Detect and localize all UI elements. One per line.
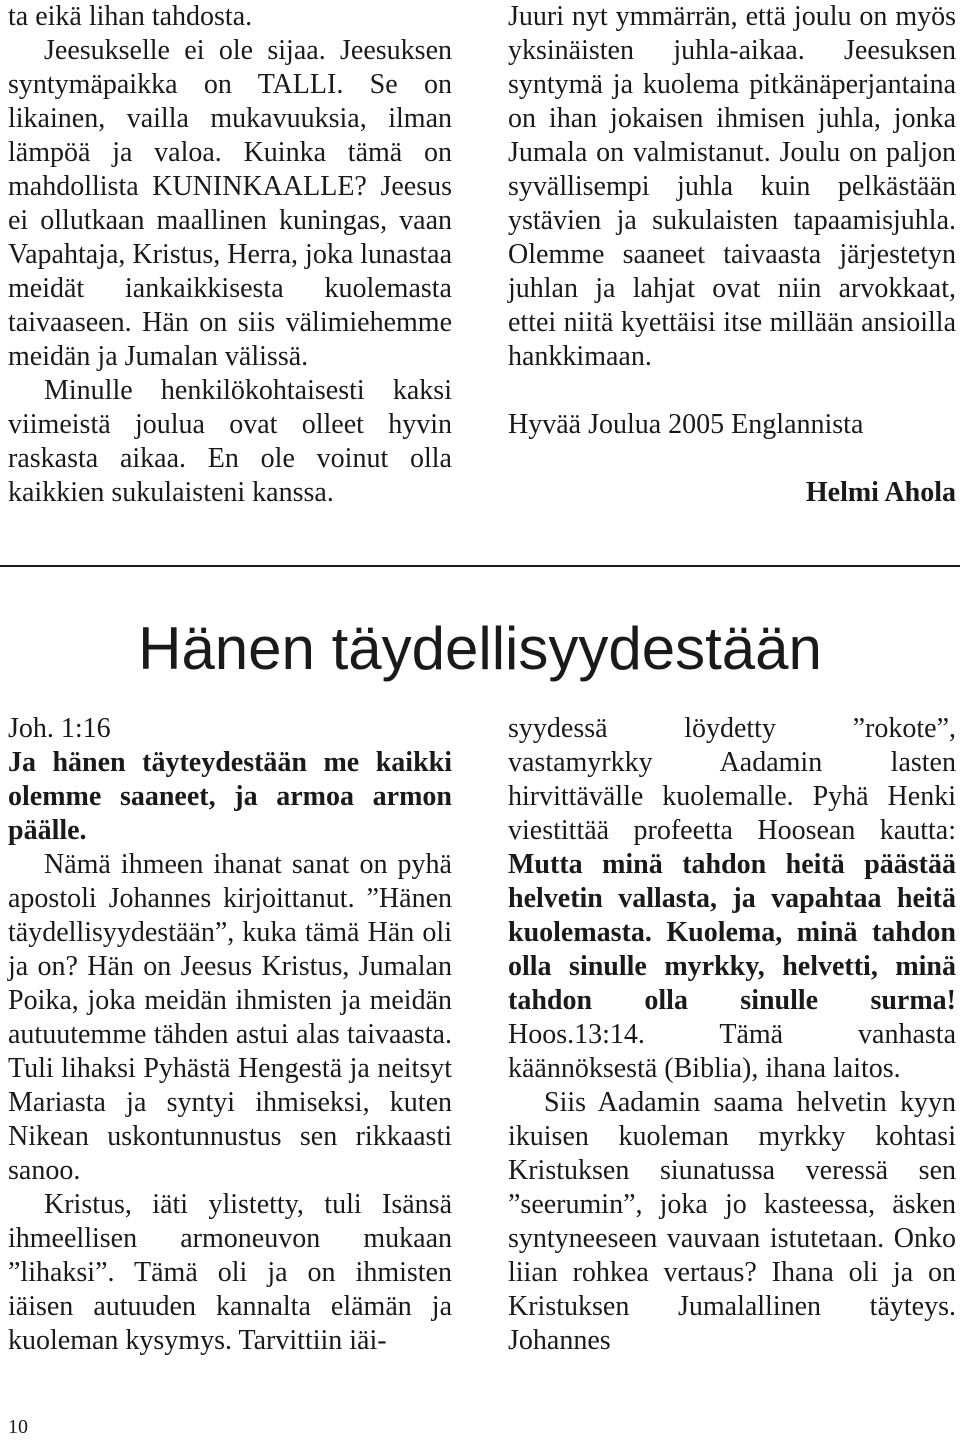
article-title: Hänen täydellisyydestään: [138, 615, 822, 682]
paragraph-text: Hoos.13:14. Tämä vanhasta käännöksestä (Biblia), ihana laitos.: [508, 1019, 956, 1084]
author-signature: Helmi Ahola: [805, 477, 956, 508]
section-divider: [0, 565, 960, 567]
paragraph: Juuri nyt ymmärrän, että joulu on myös yksinäisten juhla-aikaa. Jeesuksen syntymä ja kuolema pitkänäperjantaina on ihan jokaisen ihmisen juhla, jonka Jumala on valmistanut. Joulu on paljon syvällisempi juhla kuin pelkästään ystävien ja sukulaisten tapaamisjuhla. Olemme saaneet taivaasta järjestetyn juhlan ja lahjat ovat niin arvokkaat, ettei niitä kyettäisi itse millään ansioilla hankkimaan.: [508, 1, 956, 372]
paragraph: Minulle henkilökohtaisesti kaksi viimeistä joulua ovat olleet hyvin raskasta aikaa. En ole voinut olla kaikkien sukulaisteni kanssa.: [8, 375, 452, 508]
top-right-column: [508, 0, 956, 510]
greeting: Hyvää Joulua 2005 Englannista: [508, 409, 864, 440]
bottom-right-column: [508, 712, 956, 1358]
bible-verse: [8, 746, 452, 848]
paragraph: ta eikä lihan tahdosta.: [8, 1, 253, 32]
bible-reference: Joh. 1:16: [8, 713, 111, 744]
quoted-scripture: Mutta minä tahdon heitä päästää helvetin vallasta, ja vapahtaa heitä kuolemasta. Kuolema, minä tahdon olla sinulle myrkky, helvetti, minä tahdon olla sinulle surma!: [508, 849, 956, 1016]
paragraph: Jeesukselle ei ole sijaa. Jeesuksen syntymäpaikka on TALLI. Se on likainen, vailla mukavuuksia, ilman lämpöä ja valoa. Kuinka tämä on mahdollista KUNINKAALLE? Jeesus ei ollutkaan maallinen kuningas, vaan Vapahtaja, Kristus, Herra, joka lunastaa meidät iankaikkisesta kuolemasta taivaaseen. Hän on siis välimiehemme meidän ja Jumalan välissä.: [8, 35, 452, 372]
verse-text: Ja hänen täyteydestään me kaikki olemme saaneet, ja armoa armon päälle.: [8, 747, 452, 846]
paragraph: [508, 712, 956, 1086]
top-left-column: [8, 0, 452, 510]
paragraph: Nämä ihmeen ihanat sanat on pyhä apostoli Johannes kirjoittanut. ”Hänen täydellisyydestään”, kuka tämä Hän oli ja on? Hän on Jeesus Kristus, Jumalan Poika, joka meidän ihmisten ja meidän autuutemme tähden astui alas taivaasta. Tuli lihaksi Pyhästä Hengestä ja neitsyt Mariasta ja syntyi ihmiseksi, kuten Nikean uskontunnustus sen rikkaasti sanoo.: [8, 849, 452, 1186]
paragraph-text: syydessä löydetty ”rokote”, vastamyrkky Aadamin lasten hirvittävälle kuolemalle. Pyhä Henki viestittää profeetta Hoosean kautta:: [508, 713, 956, 846]
page-number: 10: [8, 1416, 28, 1438]
bottom-left-column: [8, 712, 452, 1358]
paragraph: Kristus, iäti ylistetty, tuli Isänsä ihmeellisen armoneuvon mukaan ”lihaksi”. Tämä oli ja on ihmisten iäisen autuuden kannalta elämän ja kuoleman kysymys. Tarvittiin iäi-: [8, 1189, 452, 1356]
paragraph: Siis Aadamin saama helvetin kyyn ikuisen kuoleman myrkky kohtasi Kristuksen siunatussa veressä sen ”seerumin”, joka jo kasteessa, äsken syntyneeseen vauvaan istutetaan. Onko liian rohkea vertaus? Ihana oli ja on Kristuksen Jumalallinen täyteys. Johannes: [508, 1087, 956, 1356]
